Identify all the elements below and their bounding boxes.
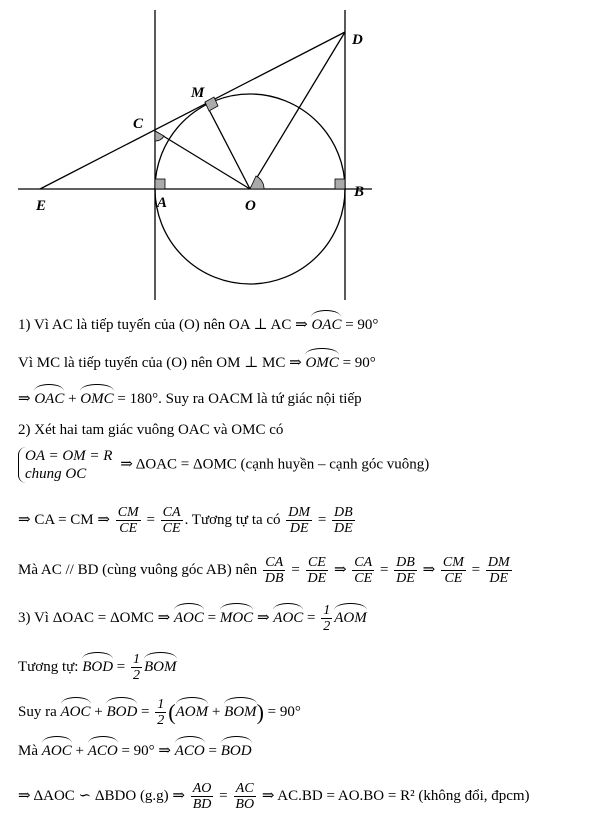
part1-line3 [18,389,362,409]
line-ED [40,32,345,189]
text: Tương tự: [18,658,83,675]
text: = 90° [341,317,379,333]
text: = 180°. Suy ra OACM là tứ giác nội tiếp [113,391,362,407]
text: ⇒ [18,391,35,407]
label-D: D [352,32,363,48]
part1-line2 [18,353,376,373]
angle: ACO [87,743,118,759]
angle: OMC [80,391,114,407]
fraction: $\frac{CM}{CE}$ [117,505,139,536]
fraction: $\frac{DB}{DE}$ [396,555,415,586]
fraction: $\frac{1}{2}$ [157,697,165,728]
fraction: $\frac{DM}{DE}$ [288,505,311,536]
text: ⇒ CA = CM ⇒ [18,511,114,528]
angle: AOM [175,703,209,720]
fraction: $\frac{CA}{CE}$ [354,555,373,586]
equation-system [18,447,112,483]
label-A: A [157,195,168,211]
angle: OAC [311,317,342,333]
fraction: $\frac{DM}{DE}$ [487,555,510,586]
fraction: $\frac{DB}{DE}$ [334,505,353,536]
system-row: chung OC [25,466,87,482]
angle: BOM [144,658,177,675]
part3-line2: Tương tự: BOD = $\frac{1}{2}$ BOM [18,652,177,683]
angle: AOC [41,743,72,759]
text: 3) Vì ΔOAC = ΔOMC ⇒ [18,609,174,626]
system-row: OA = OM = R [25,448,113,464]
text: ⇒ ΔOAC = ΔOMC (cạnh huyền – cạnh góc vuông) [116,456,430,473]
label-O: O [245,198,256,214]
fraction: $\frac{1}{2}$ [323,603,331,634]
angle: AOC [173,609,204,626]
label-C: C [133,116,144,132]
text: + [64,391,81,407]
fraction: $\frac{AO}{BD}$ [192,781,212,812]
angle: OAC [34,391,65,407]
fraction: $\frac{CA}{CE}$ [162,505,181,536]
angle: MOC [219,609,254,626]
angle: BOM [224,703,257,720]
segment-OC [155,131,250,189]
fraction: $\frac{1}{2}$ [133,652,140,683]
angle-mark-C [155,131,164,141]
angle: BOD [82,658,114,675]
label-E: E [36,198,47,214]
fraction: $\frac{AC}{BO}$ [235,781,255,812]
text: Mà [18,743,42,759]
part3-line3: Suy ra AOC + BOD = $\frac{1}{2}$ (AOM + BOM) = 90° [18,697,301,728]
right-angle-A [155,179,165,189]
angle-mark-O [250,176,264,189]
part2-line3: ⇒ CA = CM ⇒ $\frac{CM}{CE}$ = $\frac{CA}{CE}$ . Tương tự ta có $\frac{DM}{DE}$ = $\frac{DB}{DE}$ [18,505,353,536]
angle: AOM [334,609,367,626]
part2-line4: Mà AC // BD (cùng vuông góc AB) nên $\frac{CA}{DB}$ = $\frac{CE}{DE}$ ⇒ $\frac{CA}{CE}$ = $\frac{DB}{DE}$ ⇒ $\frac{CM}{CE}$ = $\frac{DM}{DE}$ [18,555,510,586]
angle: BOD [106,703,138,720]
part3-line4: Mà AOC + ACO = 90° ⇒ ACO = BOD [18,743,252,759]
text: 1) Vì AC là tiếp tuyến của (O) nên OA ⊥ AC ⇒ [18,317,312,333]
angle: OMC [305,355,339,371]
part1-line1 [18,315,378,335]
angle: AOC [60,703,91,720]
text: Suy ra [18,703,61,720]
fraction: $\frac{CM}{CE}$ [442,555,464,586]
angle: BOD [220,743,252,759]
label-M: M [191,85,205,101]
part2-line1: 2) Xét hai tam giác vuông OAC và OMC có [18,422,284,438]
label-B: B [354,184,365,200]
text: Vì MC là tiếp tuyến của (O) nên OM ⊥ MC ⇒ [18,355,306,371]
part3-line1: 3) Vì ΔOAC = ΔOMC ⇒ AOC = MOC ⇒ AOC = $\frac{1}{2}$ AOM [18,603,367,634]
angle: AOC [273,609,304,626]
fraction: $\frac{CE}{DE}$ [307,555,327,586]
right-angle-B [335,179,345,189]
segment-OD [250,32,345,189]
angle: ACO [174,743,205,759]
fraction: $\frac{CA}{DB}$ [264,555,284,586]
text: = 90° [338,355,376,371]
text: Mà AC // BD (cùng vuông góc AB) nên [18,561,261,578]
text: ⇒ ΔAOC ∽ ΔBDO (g.g) ⇒ [18,787,189,804]
part3-line5: ⇒ ΔAOC ∽ ΔBDO (g.g) ⇒ $\frac{AO}{BD}$ = $\frac{AC}{BO}$ ⇒ AC.BD = AO.BO = R² (không đổi, đpcm) [18,781,530,812]
part2-system [18,447,429,483]
geometry-figure [0,0,613,305]
